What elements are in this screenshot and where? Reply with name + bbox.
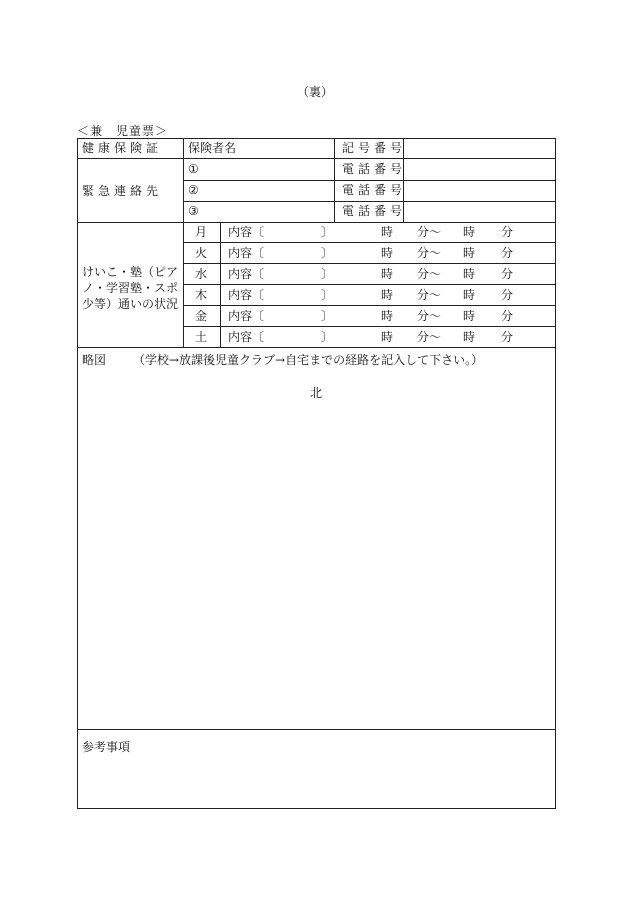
end-minute-label: 分 <box>501 267 514 281</box>
row-divider <box>183 326 556 327</box>
end-hour-label: 時 <box>463 288 476 302</box>
content-label: 内容〔 <box>228 246 265 260</box>
north-indicator: 北 <box>310 386 323 400</box>
start-minute-label: 分～ <box>417 246 442 260</box>
start-hour-label: 時 <box>381 288 394 302</box>
insurance-label: 健康保険証 <box>82 141 163 155</box>
day-label-sat: 土 <box>195 330 208 344</box>
form-caption: ＜兼 児童票＞ <box>77 124 169 138</box>
start-minute-label: 分～ <box>417 225 442 239</box>
start-minute-label: 分～ <box>417 309 442 323</box>
content-label: 内容〔 <box>228 288 265 302</box>
start-minute-label: 分～ <box>417 267 442 281</box>
page-title: （裏） <box>296 85 333 99</box>
start-hour-label: 時 <box>381 225 394 239</box>
row-divider <box>77 729 556 730</box>
content-bracket-close: 〕 <box>321 225 334 239</box>
table-border-right <box>555 138 556 809</box>
row-divider <box>183 263 556 264</box>
end-hour-label: 時 <box>463 267 476 281</box>
end-hour-label: 時 <box>463 246 476 260</box>
start-minute-label: 分～ <box>417 330 442 344</box>
row-divider <box>183 305 556 306</box>
start-hour-label: 時 <box>381 330 394 344</box>
row-divider <box>183 242 556 243</box>
contact-phone-label: 電話番号 <box>342 183 407 197</box>
table-border-bottom <box>77 808 556 809</box>
row-divider <box>77 222 556 223</box>
map-instruction: （学校→放課後児童クラブ→自宅までの経路を記入して下さい。） <box>133 353 484 367</box>
column-divider <box>220 222 221 347</box>
lessons-label-line: ノ・学習塾・スポ <box>82 281 179 295</box>
emergency-contact-label: 緊急連絡先 <box>82 184 163 198</box>
registration-form-table <box>77 138 556 809</box>
content-label: 内容〔 <box>228 225 265 239</box>
row-divider <box>183 284 556 285</box>
table-border-left <box>77 138 78 809</box>
day-label-fri: 金 <box>195 309 208 323</box>
day-label-thu: 木 <box>195 288 208 302</box>
end-minute-label: 分 <box>501 309 514 323</box>
content-bracket-close: 〕 <box>321 330 334 344</box>
start-hour-label: 時 <box>381 267 394 281</box>
end-minute-label: 分 <box>501 225 514 239</box>
row-divider <box>77 347 556 348</box>
start-minute-label: 分～ <box>417 288 442 302</box>
content-label: 内容〔 <box>228 309 265 323</box>
contact-marker: ③ <box>188 204 199 218</box>
end-minute-label: 分 <box>501 330 514 344</box>
notes-label: 参考事項 <box>82 740 131 754</box>
contact-phone-label: 電話番号 <box>342 162 407 176</box>
insurer-name-label: 保険者名 <box>188 141 237 155</box>
lessons-label-line: けいこ・塾（ピア <box>82 265 179 279</box>
content-bracket-close: 〕 <box>321 246 334 260</box>
map-label: 略図 <box>82 353 107 367</box>
end-minute-label: 分 <box>501 288 514 302</box>
contact-marker: ① <box>188 162 199 176</box>
row-divider <box>77 158 556 159</box>
content-bracket-close: 〕 <box>321 288 334 302</box>
end-hour-label: 時 <box>463 225 476 239</box>
end-hour-label: 時 <box>463 309 476 323</box>
contact-marker: ② <box>188 183 199 197</box>
end-minute-label: 分 <box>501 246 514 260</box>
column-divider <box>334 138 335 222</box>
column-divider <box>183 138 184 347</box>
row-divider <box>183 180 556 181</box>
content-bracket-close: 〕 <box>321 309 334 323</box>
start-hour-label: 時 <box>381 309 394 323</box>
insurance-number-label: 記号番号 <box>342 141 407 155</box>
day-label-mon: 月 <box>195 225 208 239</box>
end-hour-label: 時 <box>463 330 476 344</box>
lessons-label-line: 少等）通いの状況 <box>82 297 179 311</box>
row-divider <box>183 201 556 202</box>
content-bracket-close: 〕 <box>321 267 334 281</box>
start-hour-label: 時 <box>381 246 394 260</box>
day-label-tue: 火 <box>195 246 208 260</box>
lessons-label <box>82 264 178 312</box>
content-label: 内容〔 <box>228 330 265 344</box>
content-label: 内容〔 <box>228 267 265 281</box>
table-border-top <box>77 138 556 139</box>
day-label-wed: 水 <box>195 267 208 281</box>
contact-phone-label: 電話番号 <box>342 204 407 218</box>
